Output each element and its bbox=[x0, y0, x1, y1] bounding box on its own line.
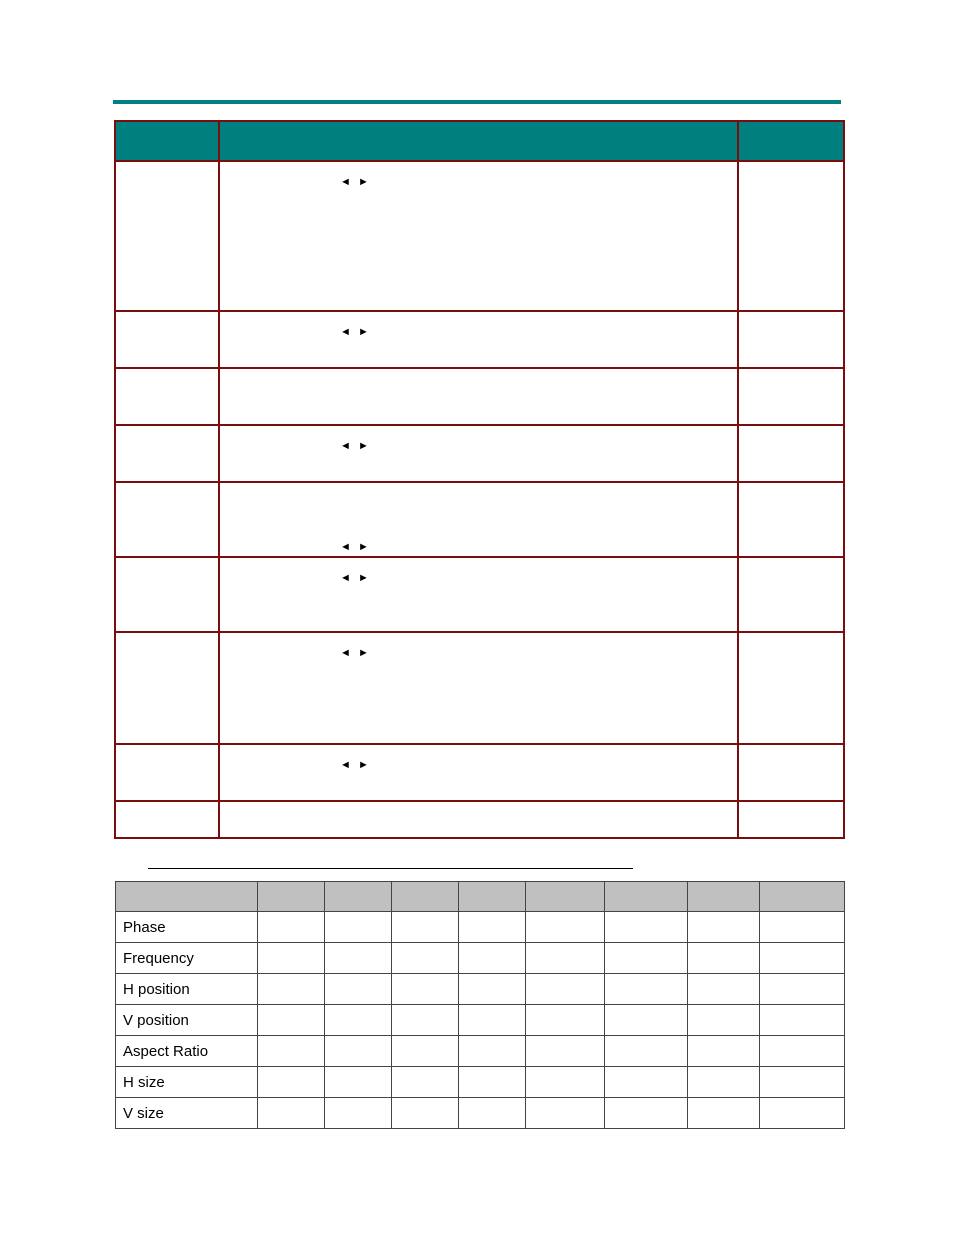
param-label: H position bbox=[116, 974, 258, 1005]
param-label: Aspect Ratio bbox=[116, 1036, 258, 1067]
menu-row bbox=[115, 482, 844, 557]
menu-row bbox=[115, 311, 844, 368]
params-row-aspect-ratio bbox=[116, 1036, 845, 1067]
params-row-phase bbox=[116, 912, 845, 943]
params-table-header bbox=[116, 882, 845, 912]
params-row-v-size bbox=[116, 1098, 845, 1129]
param-label: Frequency bbox=[116, 943, 258, 974]
menu-row bbox=[115, 161, 844, 311]
header-cell-description bbox=[219, 121, 738, 161]
left-right-arrows-icon: ◄ ► bbox=[340, 176, 371, 188]
params-row-frequency bbox=[116, 943, 845, 974]
params-row-h-position bbox=[116, 974, 845, 1005]
param-label: H size bbox=[116, 1067, 258, 1098]
section-heading-underline bbox=[148, 868, 633, 869]
params-row-v-position bbox=[116, 1005, 845, 1036]
menu-row bbox=[115, 425, 844, 482]
menu-row bbox=[115, 744, 844, 801]
left-right-arrows-icon: ◄ ► bbox=[340, 759, 371, 771]
params-row-h-size bbox=[116, 1067, 845, 1098]
signal-parameters-table bbox=[115, 881, 845, 1129]
left-right-arrows-icon: ◄ ► bbox=[340, 572, 371, 584]
left-right-arrows-icon: ◄ ► bbox=[340, 440, 371, 452]
menu-table-header bbox=[115, 121, 844, 161]
param-label: V size bbox=[116, 1098, 258, 1129]
header-rule bbox=[113, 100, 841, 104]
left-right-arrows-icon: ◄ ► bbox=[340, 647, 371, 659]
menu-row bbox=[115, 557, 844, 632]
header-cell-item bbox=[115, 121, 219, 161]
left-right-arrows-icon: ◄ ► bbox=[340, 541, 371, 553]
param-label: V position bbox=[116, 1005, 258, 1036]
menu-row bbox=[115, 368, 844, 425]
menu-settings-table bbox=[114, 120, 845, 839]
left-right-arrows-icon: ◄ ► bbox=[340, 326, 371, 338]
header-cell-default bbox=[738, 121, 844, 161]
menu-row bbox=[115, 801, 844, 838]
menu-row bbox=[115, 632, 844, 744]
param-label: Phase bbox=[116, 912, 258, 943]
